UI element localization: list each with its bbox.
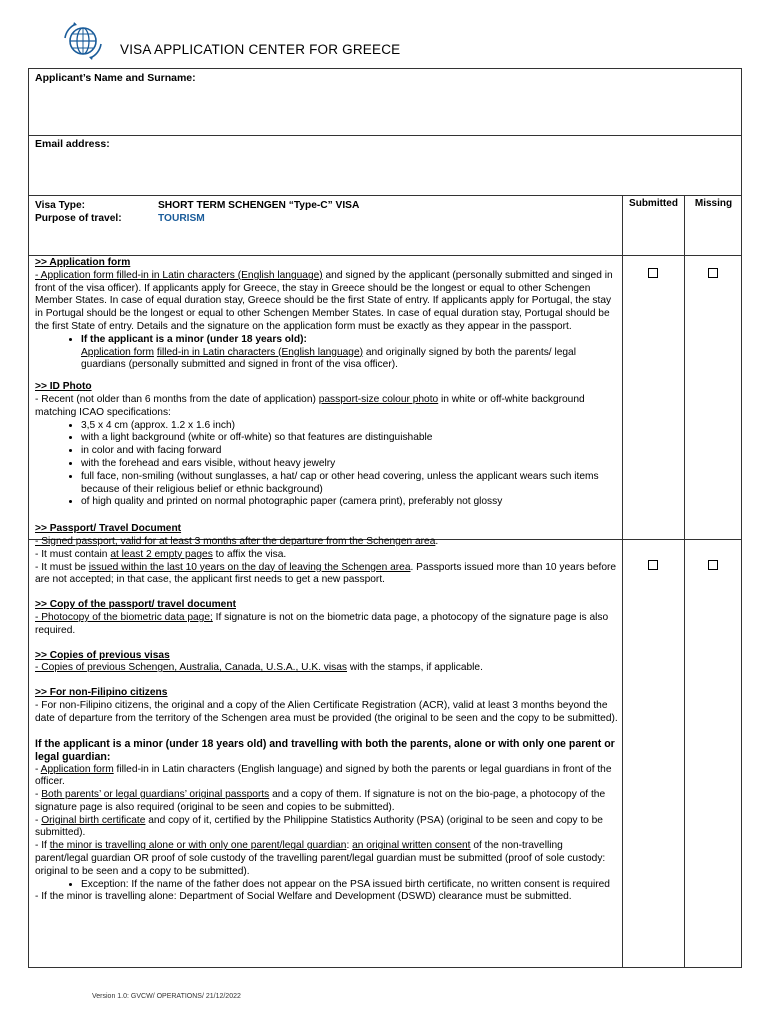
list-item: • of high quality and printed on normal photographic paper (camera print), preferably not glossy [81,496,618,509]
list-item: • full face, non-smiling (without sunglasses, a hat/ cap or other head covering, unless the applicant wears such items because of their religious belief or ethnic background) [81,471,618,497]
section-text: . [435,535,439,547]
section-text: - Photocopy of the biometric data page; [35,611,213,623]
section-text: filled-in in Latin characters (English language) and signed by both the parents or legal guardians in front of the officer. [35,763,612,788]
section-text: and copy of it, certified by the Philippine Statistics Authority (PSA) (original to be seen and copy to be submitted). [35,814,603,839]
submitted-column-header: Submitted [629,198,678,209]
purpose-value: TOURISM [158,213,205,224]
section-text: at least 2 empty pages [110,548,213,560]
section-text: - It must contain [35,548,111,560]
section-text: - [35,763,41,775]
section-text: - For non-Filipino citizens, the original and a copy of the Alien Certificate Registration (ACR), valid at least 3 months beyond the date of departure from the territory of the Schengen area must be provided (the original to be seen and the copy to be submitted). [35,699,618,724]
section-heading: >> Copies of previous visas [35,649,170,661]
applicant-name-label: Applicant’s Name and Surname: [35,72,196,84]
section-text: passport-size colour photo [318,393,439,405]
section-text: of the non-travelling parent/legal guardian OR proof of sole custody of the travelling parent/legal guardian must be submitted (proof of sole custody: original to be seen and a copy to be submitted). [35,840,606,877]
list-item: • in color and with facing forward [81,445,618,458]
section-text: - [35,814,42,826]
visa-type-label: Visa Type: [35,200,86,211]
section-text: filled-in in Latin characters (English language) [156,346,364,358]
section-text: - Recent (not older than 6 months from the date of application) [35,393,319,405]
section-text: If signature is not on the biometric data page, a photocopy of the signature page is also required. [35,611,609,636]
section-text: and originally signed by both the parents/ legal guardians (personally submitted and signed in front of the visa officer). [81,346,576,371]
passport-section [35,523,618,587]
section-text: and signed by the applicant (personally submitted and singed in front of the visa officer). If applicants apply for Greece, the stay in Greece should be the longest or equal to other Schengen Member States. In case of equal duration stay, Greece should be the first State of entry. If applicants apply for Portugal, the stay in Portugal should be the longest or equal to other Schengen Member States. In case of equal duration stay, Portugal should be the first State of entry. Details and the signature on the application form must be exactly as they appear in the passport. [35,269,613,332]
minor-bullet: • If the applicant is a minor (under 18 years old): [81,334,618,347]
section-text: with the stamps, if applicable. [347,662,483,674]
section-text: - If [35,840,50,852]
section-text: Both parents’ or legal guardians’ original passports [41,789,270,801]
requirements-list [35,257,618,904]
section-heading: >> Passport/ Travel Document [35,523,182,535]
section-text: Application form [81,346,155,358]
email-label: Email address: [35,138,110,150]
version-footer: Version 1.0: GVCW/ OPERATIONS/ 21/12/2022 [92,993,241,1000]
section-heading: >> For non-Filipino citizens [35,687,168,699]
section-text: - It must be [35,561,89,573]
section-heading: >> ID Photo [35,381,92,393]
passport-copy-section [35,599,618,637]
list-item: • Exception: If the name of the father does not appear on the PSA issued birth certificate, no written consent is required [81,879,618,892]
section-text: : [346,840,353,852]
non-filipino-section [35,687,618,725]
list-item: • with a light background (white or off-white) so that features are distinguishable [81,432,618,445]
visa-type-value: SHORT TERM SCHENGEN “Type-C” VISA [158,200,360,211]
section-text: - Copies of previous Schengen, Australia, Canada, U.S.A., U.K. visas [35,662,348,674]
section-text: in white or off-white background matching ICAO specifications: [35,393,585,418]
section-text: - Signed passport, valid for at least 3 months after the departure from the Schengen area [35,535,436,547]
previous-visas-section [35,650,618,676]
section-text: issued within the last 10 years on the day of leaving the Schengen area [88,561,411,573]
checklist-form [28,68,742,968]
purpose-label: Purpose of travel: [35,213,122,224]
section-text: - If the minor is travelling alone: Department of Social Welfare and Development (DSWD) clearance must be submitted. [35,891,572,903]
section-heading: If the applicant is a minor (under 18 years old) and travelling with both the parents, alone or with only one parent or legal guardian: [35,737,615,763]
minor-section [35,738,618,905]
list-item: • 3,5 x 4 cm (approx. 1.2 x 1.6 inch) [81,420,618,433]
application-form-section [35,257,618,372]
section-text: to affix the visa. [212,548,287,560]
section-heading: >> Application form [35,257,131,268]
section-text: - Application form filled-in in Latin characters (English language) [35,269,323,281]
passport-missing-checkbox[interactable] [708,560,718,570]
section-text: the minor is travelling alone or with only one parent/legal guardian [49,840,347,852]
application-submitted-checkbox[interactable] [648,268,658,278]
passport-submitted-checkbox[interactable] [648,560,658,570]
list-item: • with the forehead and ears visible, without heavy jewelry [81,458,618,471]
missing-column-header: Missing [694,198,733,209]
section-text: - [35,789,42,801]
section-text: Original birth certificate [41,814,146,826]
section-heading: >> Copy of the passport/ travel document [35,599,236,611]
page-title: VISA APPLICATION CENTER FOR GREECE [120,42,401,57]
application-missing-checkbox[interactable] [708,268,718,278]
section-text: . Passports issued more than 10 years before are not accepted; in that case, the applicant first needs to get a new passport. [35,561,617,586]
section-text: an original written consent [352,840,471,852]
id-photo-section [35,381,618,509]
globe-icon [60,18,106,64]
section-text: Application form [40,763,114,775]
section-text: and a copy of them. If signature is not on the bio-page, a photocopy of the signature page is also required (original to be seen and copies to be submitted). [35,789,606,813]
